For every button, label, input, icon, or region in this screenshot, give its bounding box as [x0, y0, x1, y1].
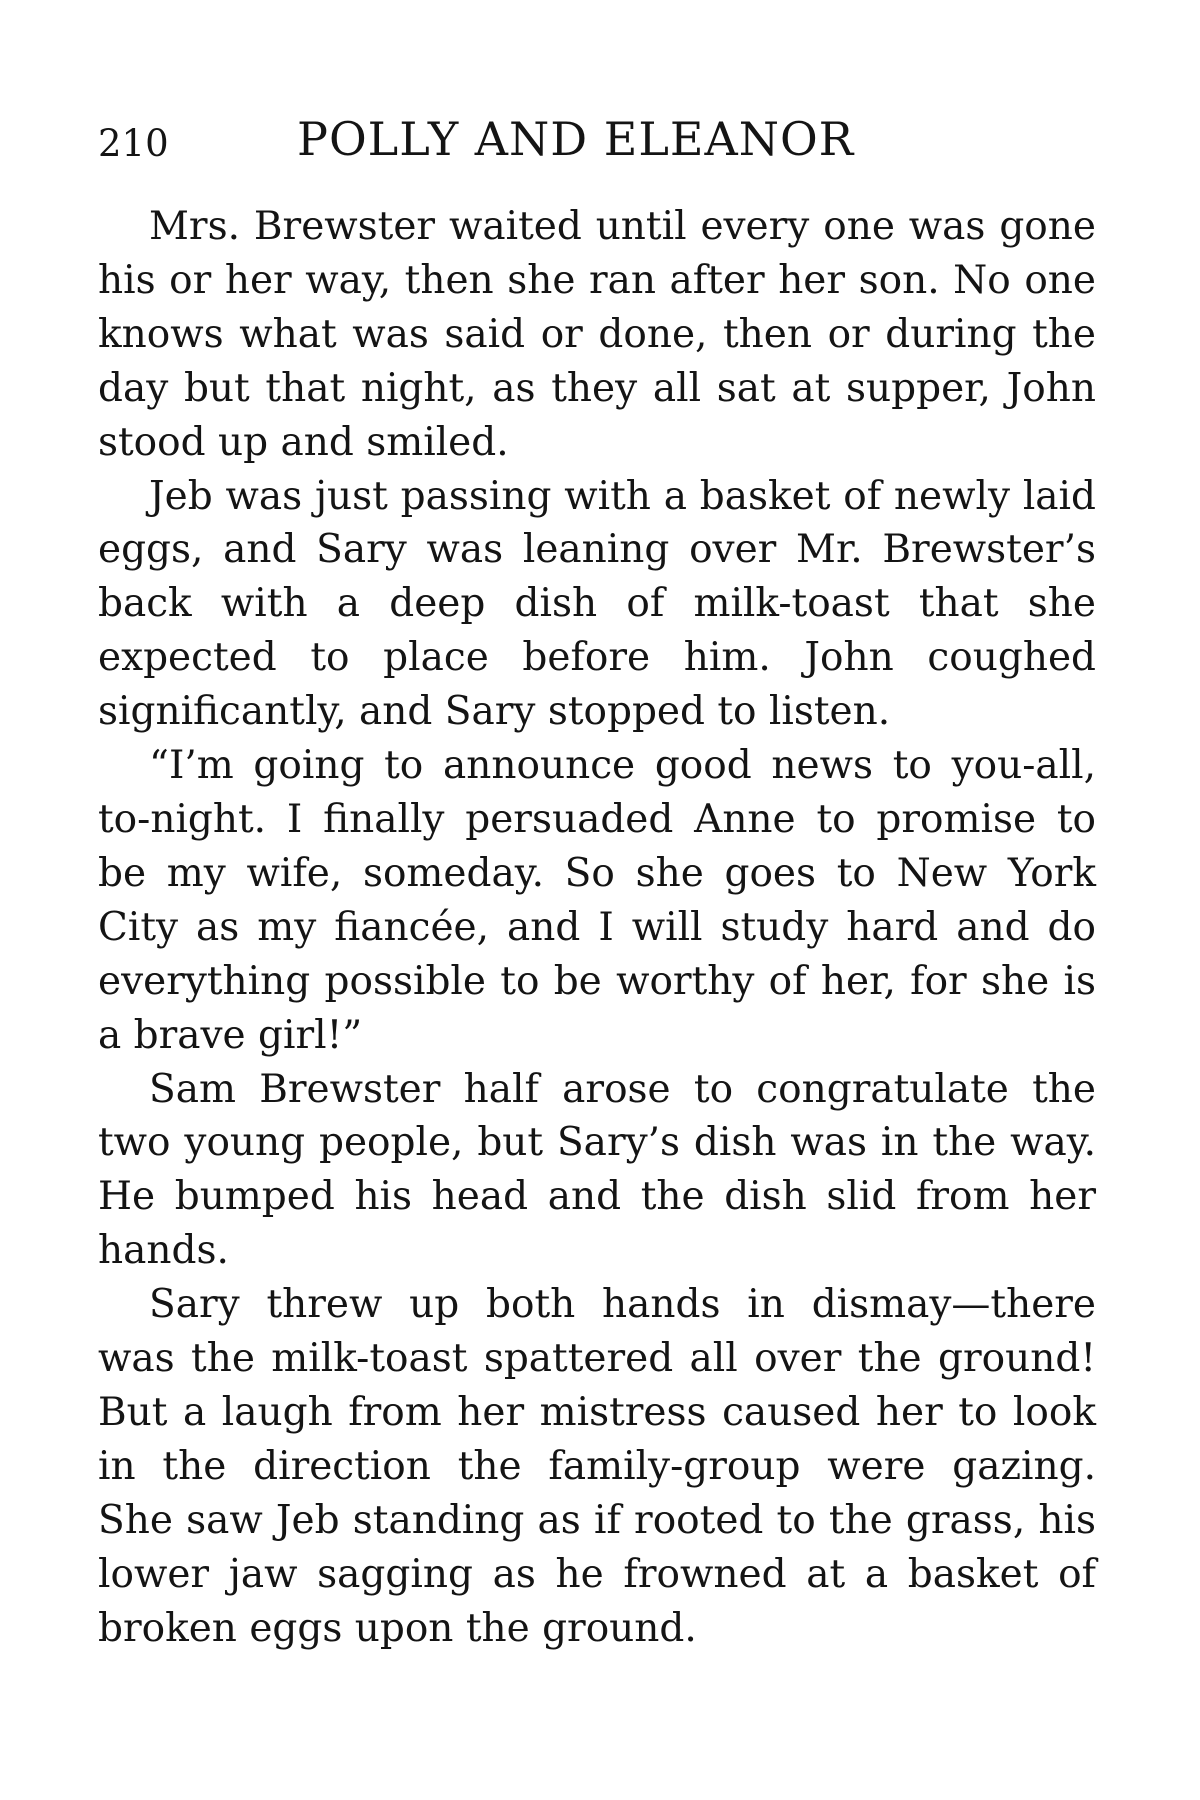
paragraph: “I’m going to announce good news to you-all, to-night. I finally persuaded Anne to promise to be my wife, someday. So she goes to New York City as my fiancée, and I will study hard and do everything possible to be worthy of her, for she is a brave girl!” [98, 743, 1096, 1058]
paragraph: Sary threw up both hands in dismay—there was the milk-toast spattered all over the ground! But a laugh from her mistress caused her to look in the direction the family-group were gazing. She saw Jeb standing as if rooted to the grass, his lower jaw sagging as he frowned at a basket of broken eggs upon the ground. [98, 1282, 1096, 1651]
paragraph: Jeb was just passing with a basket of newly laid eggs, and Sary was leaning over Mr. Brewster’s back with a deep dish of milk-toast that she expected to place before him. John coughed significantly, and Sary stopped to listen. [98, 473, 1096, 735]
running-title: POLLY AND ELEANOR [297, 112, 855, 166]
paragraph: Mrs. Brewster waited until every one was gone his or her way, then she ran after her son. No one knows what was said or done, then or during the day but that night, as they all sat at supper, John stood up and smiled. [98, 204, 1096, 465]
paragraph: Sam Brewster half arose to congratulate the two young people, but Sary’s dish was in the way. He bumped his head and the dish slid from her hands. [98, 1066, 1096, 1274]
page-number: 210 [98, 122, 169, 165]
page-header [0, 112, 1200, 172]
body-text [98, 200, 1096, 1655]
